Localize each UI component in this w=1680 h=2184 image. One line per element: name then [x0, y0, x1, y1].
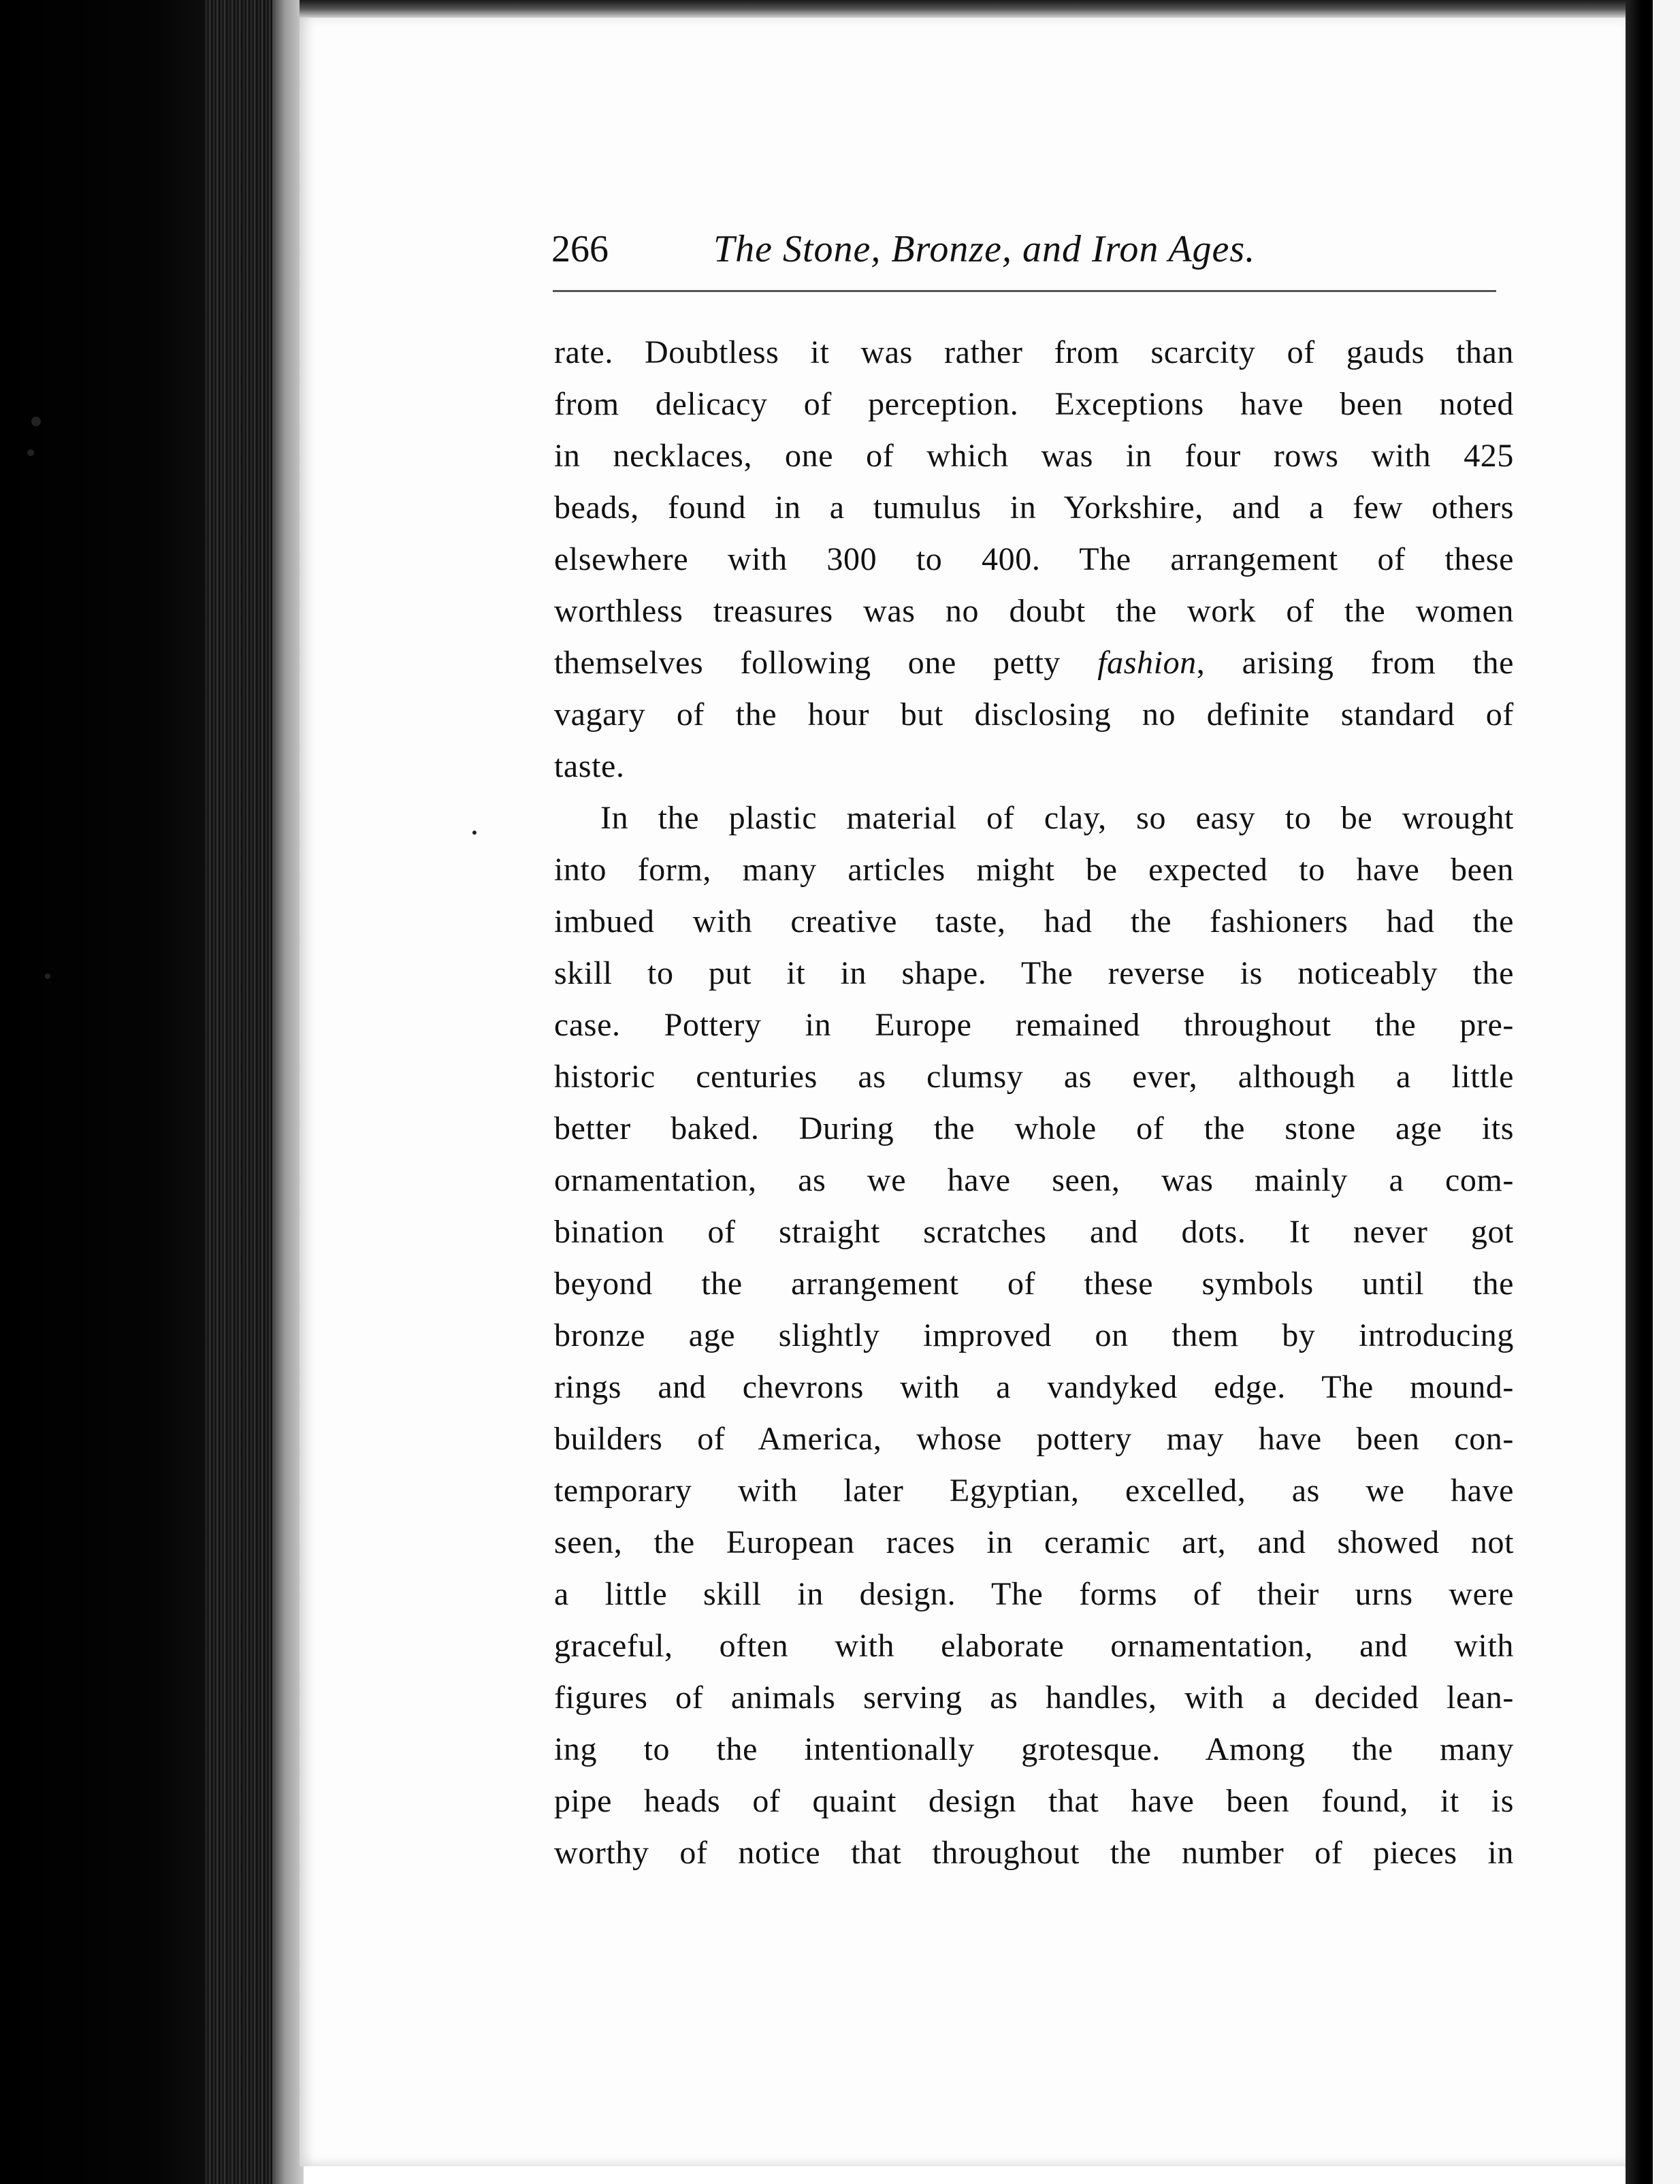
text-line: pipe heads of quaint design that have been found, it is	[554, 1783, 1514, 1819]
running-title: The Stone, Bronze, and Iron Ages.	[713, 228, 1256, 270]
header-rule	[553, 290, 1496, 292]
text-line: worthless treasures was no doubt the work of the women	[554, 593, 1514, 629]
text-line: temporary with later Egyptian, excelled, as we have	[554, 1473, 1514, 1509]
text-line: from delicacy of perception. Exceptions have been noted	[554, 386, 1514, 422]
scan-speck	[31, 417, 41, 426]
text-line: rings and chevrons with a vandyked edge. The mound-	[554, 1369, 1514, 1405]
text-line: worthy of notice that throughout the number of pieces in	[554, 1835, 1514, 1871]
page-top-edge	[300, 0, 1626, 18]
left-book-shadow	[0, 0, 225, 2184]
running-head	[551, 223, 1518, 275]
text-line: vagary of the hour but disclosing no definite standard of	[554, 696, 1514, 733]
paragraph-1	[554, 327, 1514, 792]
text-line: bronze age slightly improved on them by introducing	[554, 1317, 1514, 1353]
text-line: ornamentation, as we have seen, was mainly a com-	[554, 1162, 1514, 1198]
text-line: beyond the arrangement of these symbols until the	[554, 1266, 1514, 1302]
italic-word: fashion	[1097, 645, 1197, 681]
text-line: graceful, often with elaborate ornamentation, and with	[554, 1628, 1514, 1664]
text-line: In the plastic material of clay, so easy to be wrought	[600, 800, 1514, 836]
text-line: figures of animals serving as handles, with a decided lean-	[554, 1680, 1514, 1716]
text-line: a little skill in design. The forms of their urns were	[554, 1576, 1514, 1612]
text-line: skill to put it in shape. The reverse is noticeably the	[554, 955, 1514, 991]
text-line: taste.	[554, 748, 625, 784]
scan-speck	[45, 974, 50, 979]
text-line: builders of America, whose pottery may have been con-	[554, 1421, 1514, 1457]
page-number: 266	[551, 228, 609, 270]
body-text	[554, 327, 1514, 1879]
text-line: rate. Doubtless it was rather from scarcity of gauds than	[554, 334, 1514, 370]
text-line: ing to the intentionally grotesque. Among the many	[554, 1731, 1514, 1767]
text-line: case. Pottery in Europe remained throughout the pre-	[554, 1007, 1514, 1043]
text-line	[554, 637, 1514, 689]
text-line: elsewhere with 300 to 400. The arrangement of these	[554, 541, 1514, 577]
text-line: better baked. During the whole of the stone age its	[554, 1110, 1514, 1146]
text-line: imbued with creative taste, had the fashioners had the	[554, 903, 1514, 940]
text-line: seen, the European races in ceramic art, and showed not	[554, 1524, 1514, 1560]
text-line: beads, found in a tumulus in Yorkshire, and a few others	[554, 489, 1514, 526]
facing-page-sliver	[1653, 0, 1680, 2184]
text-line: historic centuries as clumsy as ever, although a little	[554, 1059, 1514, 1095]
text-line: bination of straight scratches and dots. It never got	[554, 1214, 1514, 1250]
text-segment: , arising from the	[1196, 645, 1514, 681]
scan-speck	[27, 449, 34, 456]
scan-speck	[472, 831, 476, 835]
text-line: in necklaces, one of which was in four rows with 425	[554, 438, 1514, 474]
text-segment: themselves following one petty	[554, 645, 1098, 681]
text-line: into form, many articles might be expected to have been	[554, 852, 1514, 888]
paragraph-2	[554, 792, 1514, 1879]
